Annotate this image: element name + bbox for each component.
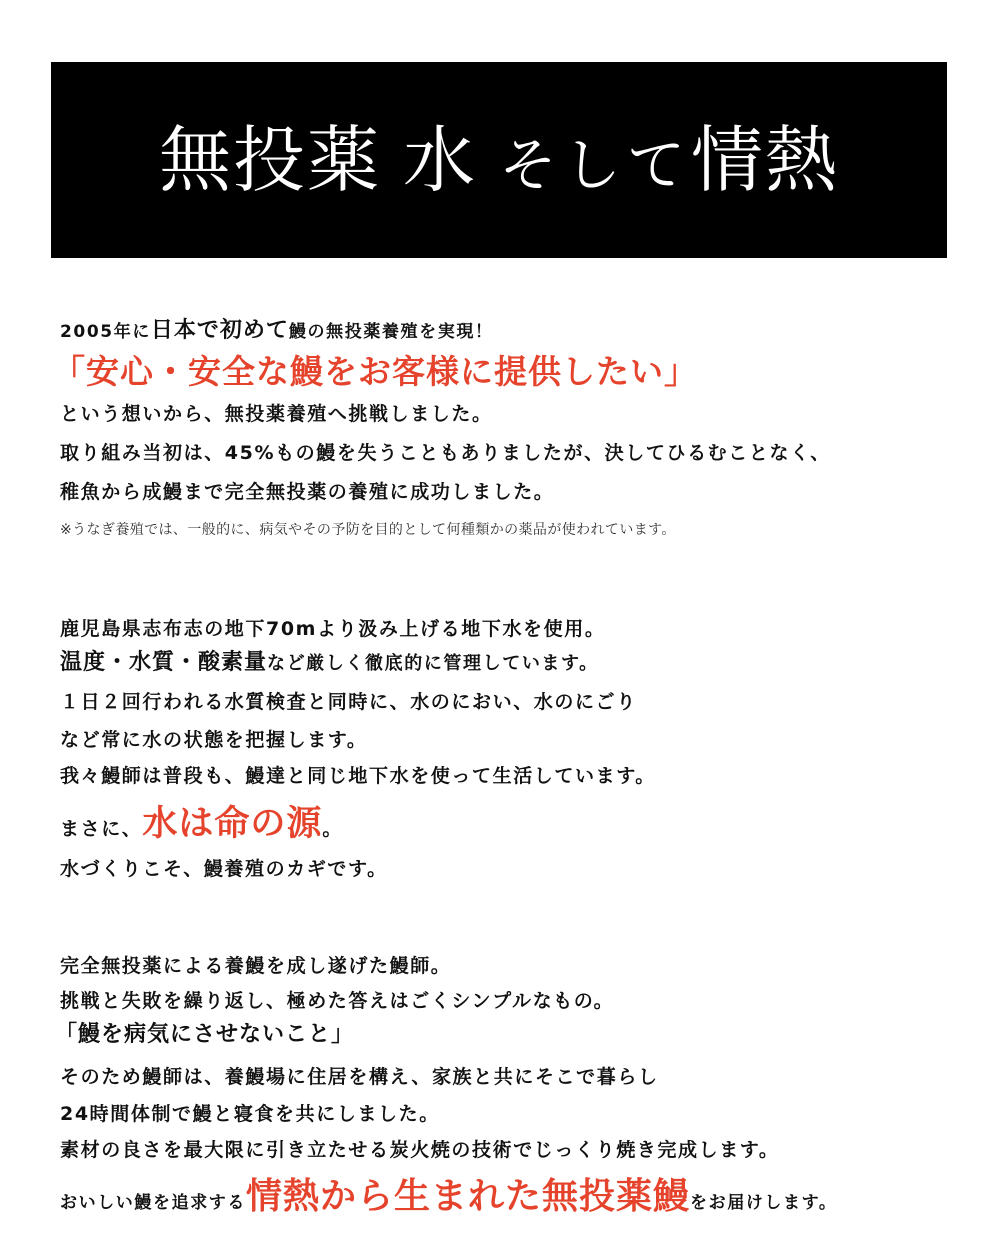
s2-line2: 温度・水質・酸素量など厳しく徹底的に管理しています。 [60, 650, 599, 675]
s1-headline: 「安心・安全な鰻をお客様に提供したい」 [52, 352, 698, 391]
banner-part-soshite: そして [499, 131, 692, 199]
s3-line2: 挑戦と失敗を繰り返し、極めた答えはごくシンプルなもの。 [60, 990, 615, 1012]
s2-line7: 水づくりこそ、鰻養殖のカギです。 [60, 858, 388, 880]
s3-line6: 素材の良さを最大限に引き立たせる炭火焼の技術でじっくり焼き完成します。 [60, 1139, 780, 1161]
s1-line1: 2005年に日本で初めて鰻の無投薬養殖を実現！ [60, 318, 494, 343]
s2-line4: など常に水の状態を把握します。 [60, 729, 368, 751]
s2-line1: 鹿児島県志布志の地下70mより汲み上げる地下水を使用。 [60, 618, 606, 640]
s3-line3: 「鰻を病気にさせないこと」 [55, 1022, 355, 1047]
s2-line6: まさに、水は命の源。 [60, 804, 344, 844]
s1-line5: 稚魚から成鰻まで完全無投薬の養殖に成功しました。 [60, 481, 555, 503]
s3-line5: 24時間体制で鰻と寝食を共にしました。 [60, 1103, 440, 1125]
banner-title [158, 118, 840, 202]
s2-line5: 我々鰻師は普段も、鰻達と同じ地下水を使って生活しています。 [60, 765, 656, 787]
s1-note: ※うなぎ養殖では、一般的に、病気やその予防を目的として何種類かの薬品が使われています。 [60, 522, 676, 538]
s3-line7: おいしい鰻を追求する情熱から生まれた無投薬鰻をお届けします。 [60, 1176, 838, 1217]
s3-line4: そのため鰻師は、養鰻場に住居を構え、家族と共にそこで暮らし [60, 1066, 659, 1088]
title-banner [51, 62, 947, 258]
banner-part-mizu: 水 [402, 118, 477, 202]
s2-line3: １日２回行われる水質検査と同時に、水のにおい、水のにごり [60, 691, 637, 713]
s3-line1: 完全無投薬による養鰻を成し遂げた鰻師。 [60, 955, 452, 977]
banner-part-mutouyaku: 無投薬 [158, 118, 381, 202]
banner-part-jounetsu: 情熱 [691, 118, 840, 202]
s1-line4: 取り組み当初は、45%もの鰻を失うこともありましたが、決してひるむことなく、 [60, 442, 831, 464]
s1-line3: という想いから、無投薬養殖へ挑戦しました。 [60, 403, 493, 425]
